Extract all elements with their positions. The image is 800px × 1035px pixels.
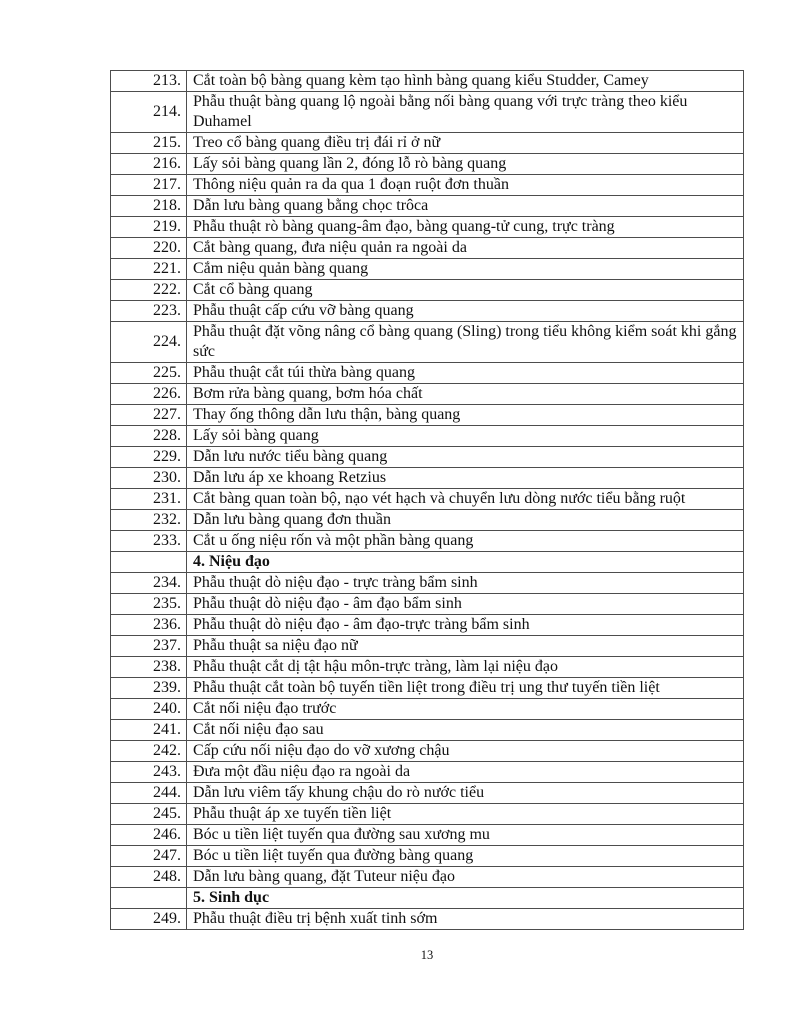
row-text: 5. Sinh dục (187, 888, 744, 909)
table-row (111, 678, 744, 699)
row-number: 239. (111, 678, 187, 699)
table-row (111, 301, 744, 322)
row-text: Dẫn lưu bàng quang bằng chọc trôca (187, 196, 744, 217)
table-row (111, 217, 744, 238)
row-number: 230. (111, 468, 187, 489)
row-text: Dẫn lưu viêm tấy khung chậu do rò nước tiểu (187, 783, 744, 804)
table-row (111, 468, 744, 489)
table-row (111, 489, 744, 510)
row-number: 224. (111, 322, 187, 363)
row-number: 248. (111, 867, 187, 888)
table-row (111, 447, 744, 468)
row-number: 221. (111, 259, 187, 280)
table-row (111, 175, 744, 196)
table-row (111, 196, 744, 217)
table-row (111, 238, 744, 259)
table-row (111, 552, 744, 573)
row-number: 220. (111, 238, 187, 259)
table-row (111, 657, 744, 678)
row-text: Cắm niệu quản bàng quang (187, 259, 744, 280)
table-row (111, 259, 744, 280)
row-number: 219. (111, 217, 187, 238)
row-number: 227. (111, 405, 187, 426)
row-text: Phẫu thuật sa niệu đạo nữ (187, 636, 744, 657)
row-text: Phẫu thuật rò bàng quang-âm đạo, bàng quang-tử cung, trực tràng (187, 217, 744, 238)
row-number (111, 888, 187, 909)
row-text: Cấp cứu nối niệu đạo do vỡ xương chậu (187, 741, 744, 762)
table-row (111, 573, 744, 594)
row-number: 215. (111, 133, 187, 154)
row-text: Phẫu thuật áp xe tuyến tiền liệt (187, 804, 744, 825)
row-number: 232. (111, 510, 187, 531)
row-number: 234. (111, 573, 187, 594)
table-row (111, 594, 744, 615)
row-text: Dẫn lưu áp xe khoang Retzius (187, 468, 744, 489)
row-text: 4. Niệu đạo (187, 552, 744, 573)
table-row (111, 762, 744, 783)
row-number: 228. (111, 426, 187, 447)
row-text: Phẫu thuật cắt túi thừa bàng quang (187, 363, 744, 384)
row-number: 217. (111, 175, 187, 196)
row-number: 229. (111, 447, 187, 468)
row-number: 235. (111, 594, 187, 615)
table-row (111, 615, 744, 636)
page-number: 13 (420, 948, 434, 962)
row-text: Cắt bàng quang, đưa niệu quản ra ngoài da (187, 238, 744, 259)
row-number: 243. (111, 762, 187, 783)
row-number: 242. (111, 741, 187, 762)
row-text: Phẫu thuật cắt dị tật hậu môn-trực tràng, làm lại niệu đạo (187, 657, 744, 678)
row-text: Phẫu thuật dò niệu đạo - trực tràng bẩm sinh (187, 573, 744, 594)
table-row (111, 363, 744, 384)
row-text: Bơm rửa bàng quang, bơm hóa chất (187, 384, 744, 405)
row-number: 223. (111, 301, 187, 322)
row-number: 240. (111, 699, 187, 720)
row-text: Cắt toàn bộ bàng quang kèm tạo hình bàng quang kiểu Studder, Camey (187, 71, 744, 92)
row-text: Đưa một đầu niệu đạo ra ngoài da (187, 762, 744, 783)
table-row (111, 867, 744, 888)
table-row (111, 909, 744, 930)
row-number: 233. (111, 531, 187, 552)
row-text: Lấy sỏi bàng quang (187, 426, 744, 447)
row-text: Cắt cổ bàng quang (187, 280, 744, 301)
row-text: Lấy sỏi bàng quang lần 2, đóng lỗ rò bàng quang (187, 154, 744, 175)
row-text: Phẫu thuật cắt toàn bộ tuyến tiền liệt trong điều trị ung thư tuyến tiền liệt (187, 678, 744, 699)
table-row (111, 699, 744, 720)
table-row (111, 92, 744, 133)
table-row (111, 322, 744, 363)
row-number: 222. (111, 280, 187, 301)
row-text: Thay ống thông dẫn lưu thận, bàng quang (187, 405, 744, 426)
row-text: Cắt nối niệu đạo sau (187, 720, 744, 741)
row-text: Cắt nối niệu đạo trước (187, 699, 744, 720)
table-row (111, 154, 744, 175)
table-row (111, 720, 744, 741)
row-number: 249. (111, 909, 187, 930)
row-text: Phẫu thuật điều trị bệnh xuất tinh sớm (187, 909, 744, 930)
row-text: Bóc u tiền liệt tuyến qua đường sau xương mu (187, 825, 744, 846)
row-text: Dẫn lưu nước tiểu bàng quang (187, 447, 744, 468)
row-text: Dẫn lưu bàng quang, đặt Tuteur niệu đạo (187, 867, 744, 888)
table-row (111, 510, 744, 531)
row-number: 241. (111, 720, 187, 741)
table-row (111, 888, 744, 909)
row-number: 246. (111, 825, 187, 846)
procedure-table-body (111, 71, 744, 930)
table-row (111, 71, 744, 92)
table-row (111, 804, 744, 825)
row-text: Cắt bàng quan toàn bộ, nạo vét hạch và chuyển lưu dòng nước tiểu bằng ruột (187, 489, 744, 510)
table-row (111, 280, 744, 301)
row-number (111, 552, 187, 573)
row-number: 226. (111, 384, 187, 405)
row-number: 225. (111, 363, 187, 384)
row-text: Bóc u tiền liệt tuyến qua đường bàng quang (187, 846, 744, 867)
row-number: 214. (111, 92, 187, 133)
row-text: Treo cổ bàng quang điều trị đái rỉ ở nữ (187, 133, 744, 154)
row-number: 244. (111, 783, 187, 804)
row-number: 245. (111, 804, 187, 825)
table-row (111, 783, 744, 804)
table-row (111, 384, 744, 405)
table-row (111, 133, 744, 154)
table-row (111, 825, 744, 846)
table-row (111, 426, 744, 447)
row-text: Thông niệu quản ra da qua 1 đoạn ruột đơn thuần (187, 175, 744, 196)
row-number: 247. (111, 846, 187, 867)
row-number: 218. (111, 196, 187, 217)
row-number: 213. (111, 71, 187, 92)
row-number: 216. (111, 154, 187, 175)
table-row (111, 846, 744, 867)
procedure-table (110, 70, 744, 930)
row-number: 231. (111, 489, 187, 510)
row-number: 236. (111, 615, 187, 636)
row-number: 238. (111, 657, 187, 678)
row-text: Phẫu thuật bàng quang lộ ngoài bằng nối bàng quang với trực tràng theo kiểu Duhamel (187, 92, 744, 133)
table-row (111, 531, 744, 552)
table-row (111, 741, 744, 762)
table-row (111, 636, 744, 657)
table-row (111, 405, 744, 426)
row-number: 237. (111, 636, 187, 657)
row-text: Phẫu thuật dò niệu đạo - âm đạo bẩm sinh (187, 594, 744, 615)
row-text: Phẫu thuật đặt võng nâng cổ bàng quang (Sling) trong tiểu không kiểm soát khi gắng sức (187, 322, 744, 363)
row-text: Cắt u ống niệu rốn và một phần bàng quang (187, 531, 744, 552)
row-text: Phẫu thuật cấp cứu vỡ bàng quang (187, 301, 744, 322)
row-text: Dẫn lưu bàng quang đơn thuần (187, 510, 744, 531)
row-text: Phẫu thuật dò niệu đạo - âm đạo-trực tràng bẩm sinh (187, 615, 744, 636)
